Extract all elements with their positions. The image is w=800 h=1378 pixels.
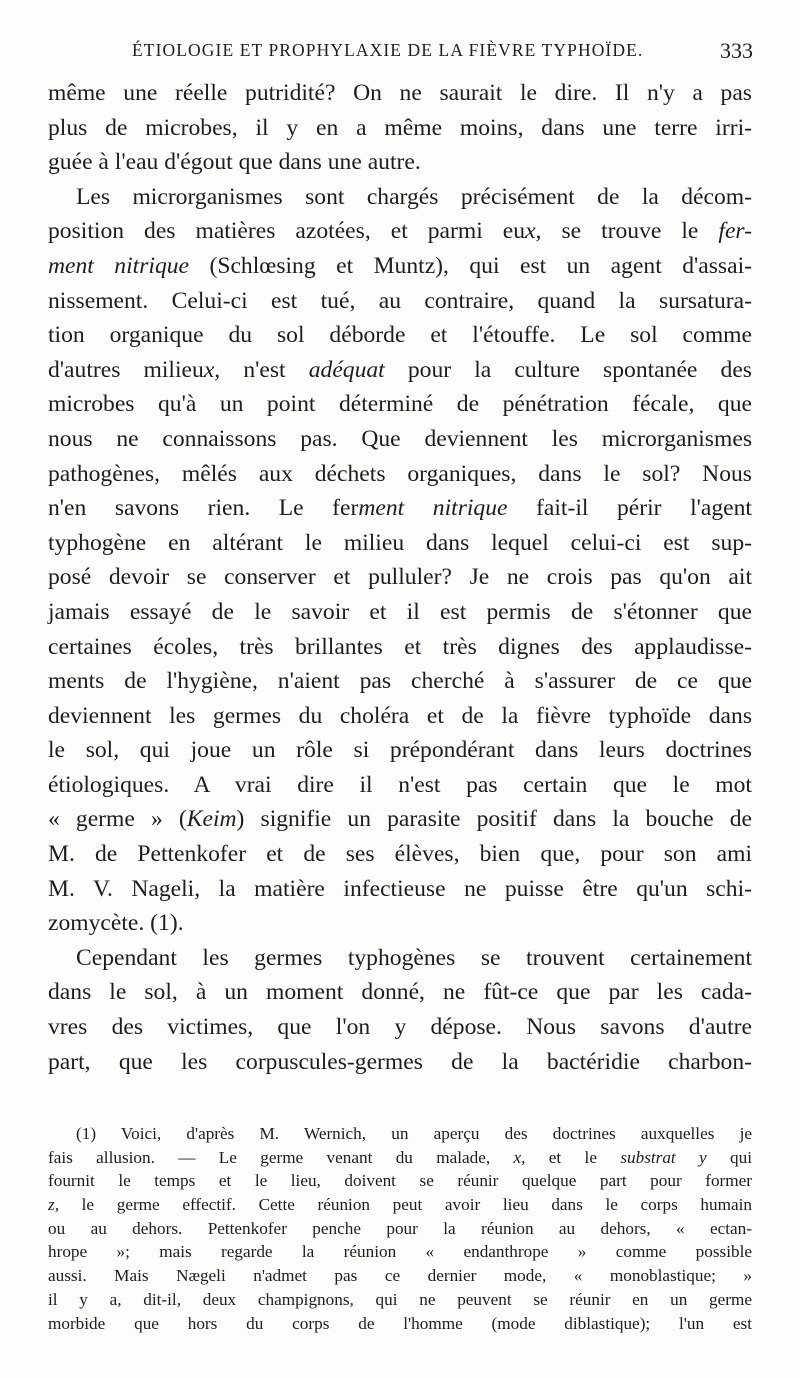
text-line: M. de Pettenkofer et de ses élèves, bien que, pour son ami — [48, 841, 752, 868]
text-line: part, que les corpuscules-germes de la bactéridie charbon- — [48, 1048, 752, 1075]
text-line: ment nitrique (Schlœsing et Muntz), qui est un agent d'assai- — [48, 252, 752, 279]
text-line: jamais essayé de le savoir et il est permis de s'étonner que — [48, 598, 752, 625]
footnote-line: aussi. Mais Nægeli n'admet pas ce dernier mode, « monoblastique; » — [48, 1266, 752, 1286]
text-line: deviennent les germes du choléra et de la fièvre typhoïde dans — [48, 702, 752, 729]
footnote-line: hrope »; mais regarde la réunion « endanthrope » comme possible — [48, 1242, 752, 1262]
text-line: typhogène en altérant le milieu dans lequel celui-ci est sup- — [48, 529, 752, 556]
page-number: 333 — [720, 38, 753, 63]
footnote — [48, 1122, 752, 1335]
running-head — [48, 40, 753, 70]
text-line: vres des victimes, que l'on y dépose. Nous savons d'autre — [48, 1014, 752, 1041]
text-line: posé devoir se conserver et pulluler? Je ne crois pas qu'on ait — [48, 564, 752, 591]
footnote-line: il y a, dit-il, deux champignons, qui ne peuvent se réunir en un germe — [48, 1289, 752, 1309]
text-line: n'en savons rien. Le ferment nitrique fait-il périr l'agent — [48, 495, 752, 522]
paragraph-start-line: Les microrganismes sont chargés précisément de la décom- — [76, 183, 752, 210]
text-line: « germe » (Keim) signifie un parasite positif dans la bouche de — [48, 806, 752, 833]
text-line: pathogènes, mêlés aux déchets organiques, dans le sol? Nous — [48, 460, 752, 487]
text-line: zomycète. (1). — [48, 910, 184, 937]
running-title: ÉTIOLOGIE ET PROPHYLAXIE DE LA FIÈVRE TYPHOÏDE. — [132, 40, 644, 60]
text-line: microbes qu'à un point déterminé de pénétration fécale, que — [48, 391, 752, 418]
text-line: position des matières azotées, et parmi eux, se trouve le fer- — [48, 218, 752, 245]
text-line: tion organique du sol déborde et l'étouffe. Le sol comme — [48, 322, 752, 349]
text-line: même une réelle putridité? On ne saurait le dire. Il n'y a pas — [48, 80, 752, 106]
text-line: le sol, qui joue un rôle si prépondérant dans leurs doctrines — [48, 737, 752, 764]
text-line: certaines écoles, très brillantes et très dignes des applaudisse- — [48, 633, 752, 660]
text-line: dans le sol, à un moment donné, ne fût-ce que par les cada- — [48, 979, 752, 1006]
text-line: M. V. Nageli, la matière infectieuse ne puisse être qu'un schi- — [48, 875, 752, 902]
footnote-line: fais allusion. — Le germe venant du malade, x, et le substrat y qui — [48, 1147, 752, 1167]
text-line: ments de l'hygiène, n'aient pas cherché à s'assurer de ce que — [48, 668, 752, 695]
text-line: d'autres milieux, n'est adéquat pour la culture spontanée des — [48, 356, 752, 383]
footnote-line: ou au dehors. Pettenkofer penche pour la réunion au dehors, « ectan- — [48, 1218, 752, 1238]
text-line: nissement. Celui-ci est tué, au contraire, quand la sursatura- — [48, 287, 752, 314]
footnote-line: fournit le temps et le lieu, doivent se réunir quelque part pour former — [48, 1171, 752, 1191]
body-text — [48, 76, 752, 1079]
text-line: étiologiques. A vrai dire il n'est pas certain que le mot — [48, 771, 752, 798]
text-line: guée à l'eau d'égout que dans une autre. — [48, 149, 421, 176]
footnote-line: (1) Voici, d'après M. Wernich, un aperçu des doctrines auxquelles je — [76, 1124, 752, 1143]
text-line: plus de microbes, il y en a même moins, dans une terre irri- — [48, 114, 752, 141]
paragraph-start-line: Cependant les germes typhogènes se trouvent certainement — [76, 944, 752, 971]
footnote-line: morbide que hors du corps de l'homme (mode diblastique); l'un est — [48, 1313, 752, 1333]
footnote-line: z, le germe effectif. Cette réunion peut avoir lieu dans le corps humain — [48, 1195, 752, 1215]
text-line: nous ne connaissons pas. Que deviennent les microrganismes — [48, 425, 752, 452]
